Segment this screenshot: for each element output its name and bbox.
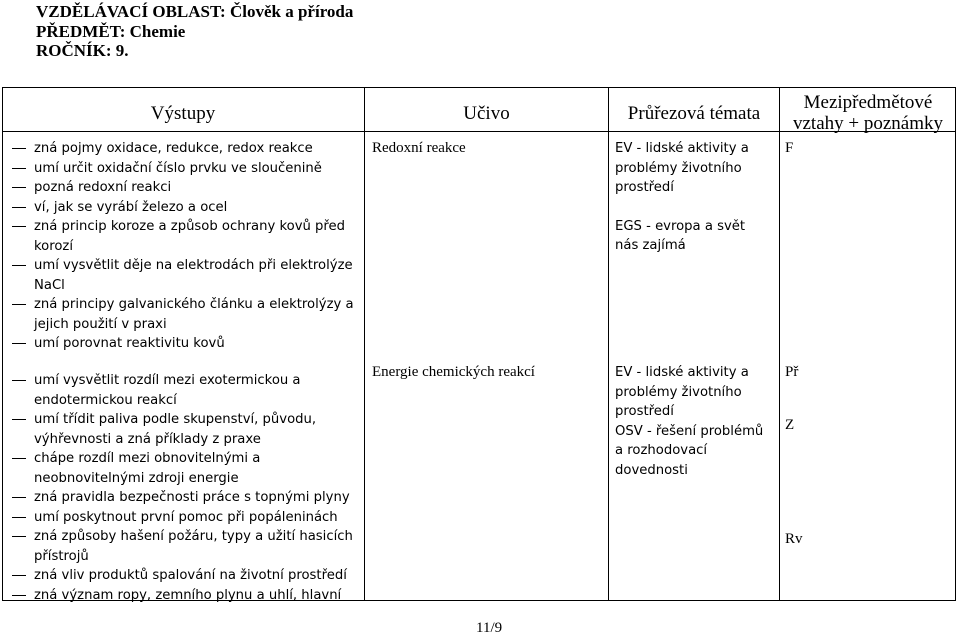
- list-item: pozná redoxní reakci: [12, 178, 354, 198]
- row2-temata-line: dovednosti: [615, 462, 688, 478]
- list-item: zná význam ropy, zemního plynu a uhlí, hlavní: [12, 586, 353, 606]
- row2-temata-line: prostředí: [615, 404, 674, 419]
- column-header-mezipredmetove: [780, 92, 956, 134]
- column-header-ucivo: Učivo: [463, 103, 510, 124]
- list-item: umí třídit paliva podle skupenství, původu,: [12, 410, 353, 430]
- row2-mezipredmetove-3: Rv: [785, 531, 803, 547]
- list-item: zná pravidla bezpečnosti práce s topnými plyny: [12, 488, 353, 508]
- list-item-continuation: korozí: [34, 238, 74, 254]
- list-item: umí určit oxidační číslo prvku ve sloučenině: [12, 159, 354, 179]
- document-header: [36, 2, 353, 61]
- row1-ucivo: Redoxní reakce: [372, 140, 466, 156]
- header-grade: ROČNÍK: 9.: [36, 41, 129, 60]
- list-item-continuation: NaCl: [34, 277, 65, 293]
- row1-outputs-list: [12, 139, 354, 354]
- row1-mezipredmetove: F: [785, 140, 794, 156]
- list-item: zná pojmy oxidace, redukce, redox reakce: [12, 139, 354, 159]
- row1-temata-line: EV - lidské aktivity a: [615, 141, 749, 156]
- row1-temata-line: nás zajímá: [615, 238, 686, 253]
- list-item-continuation: neobnovitelnými zdroji energie: [34, 470, 239, 486]
- row2-outputs-list: [12, 371, 353, 605]
- row2-ucivo: Energie chemických reakcí: [372, 364, 535, 380]
- list-item-continuation: endotermickou reakcí: [34, 392, 177, 408]
- list-item: umí porovnat reaktivitu kovů: [12, 334, 354, 354]
- row2-temata: [615, 363, 763, 480]
- header-subject: PŘEDMĚT: Chemie: [36, 21, 186, 41]
- row2-mezipredmetove-2: Z: [785, 417, 795, 433]
- row2-mezipredmetove-1: Př: [785, 364, 799, 380]
- row1-temata: [615, 139, 749, 256]
- list-item: zná principy galvanického článku a elektrolýzy a: [12, 295, 354, 315]
- row1-temata-line: prostředí: [615, 180, 674, 195]
- list-item: zná vliv produktů spalování na životní prostředí: [12, 566, 353, 586]
- page-number: 11/9: [476, 620, 503, 636]
- list-item: ví, jak se vyrábí železo a ocel: [12, 198, 354, 218]
- list-item: zná princip koroze a způsob ochrany kovů před: [12, 217, 354, 237]
- list-item-continuation: jejich použití v praxi: [34, 316, 167, 332]
- list-item: umí poskytnout první pomoc při popáleninách: [12, 508, 353, 528]
- row2-temata-line: a rozhodovací: [615, 443, 708, 458]
- row2-temata-line: problémy životního: [615, 384, 742, 400]
- header-area: VZDĚLÁVACÍ OBLAST: Člověk a příroda: [36, 2, 354, 21]
- column-header-mezipredmetove-line2: vztahy + poznámky: [792, 113, 943, 134]
- row1-temata-line: EGS - evropa a svět: [615, 218, 746, 234]
- list-item-continuation: výhřevnosti a zná příklady z praxe: [34, 431, 261, 447]
- list-item: chápe rozdíl mezi obnovitelnými a: [12, 449, 353, 469]
- list-item-continuation: přístrojů: [34, 548, 89, 564]
- column-divider: [608, 87, 609, 601]
- row2-temata-line: EV - lidské aktivity a: [615, 365, 749, 380]
- row2-temata-line: OSV - řešení problémů: [615, 423, 764, 439]
- list-item: zná způsoby hašení požáru, typy a užití hasicích: [12, 527, 353, 547]
- list-item: umí vysvětlit rozdíl mezi exotermickou a: [12, 371, 353, 391]
- list-item: umí vysvětlit děje na elektrodách při elektrolýze: [12, 256, 354, 276]
- column-divider: [779, 87, 780, 601]
- column-header-temata: Průřezová témata: [627, 103, 761, 124]
- column-header-mezipredmetove-line1: Mezipředmětové: [803, 92, 933, 113]
- column-header-vystupy: Výstupy: [150, 103, 216, 124]
- row1-temata-line: problémy životního: [615, 160, 742, 176]
- column-divider: [364, 87, 365, 601]
